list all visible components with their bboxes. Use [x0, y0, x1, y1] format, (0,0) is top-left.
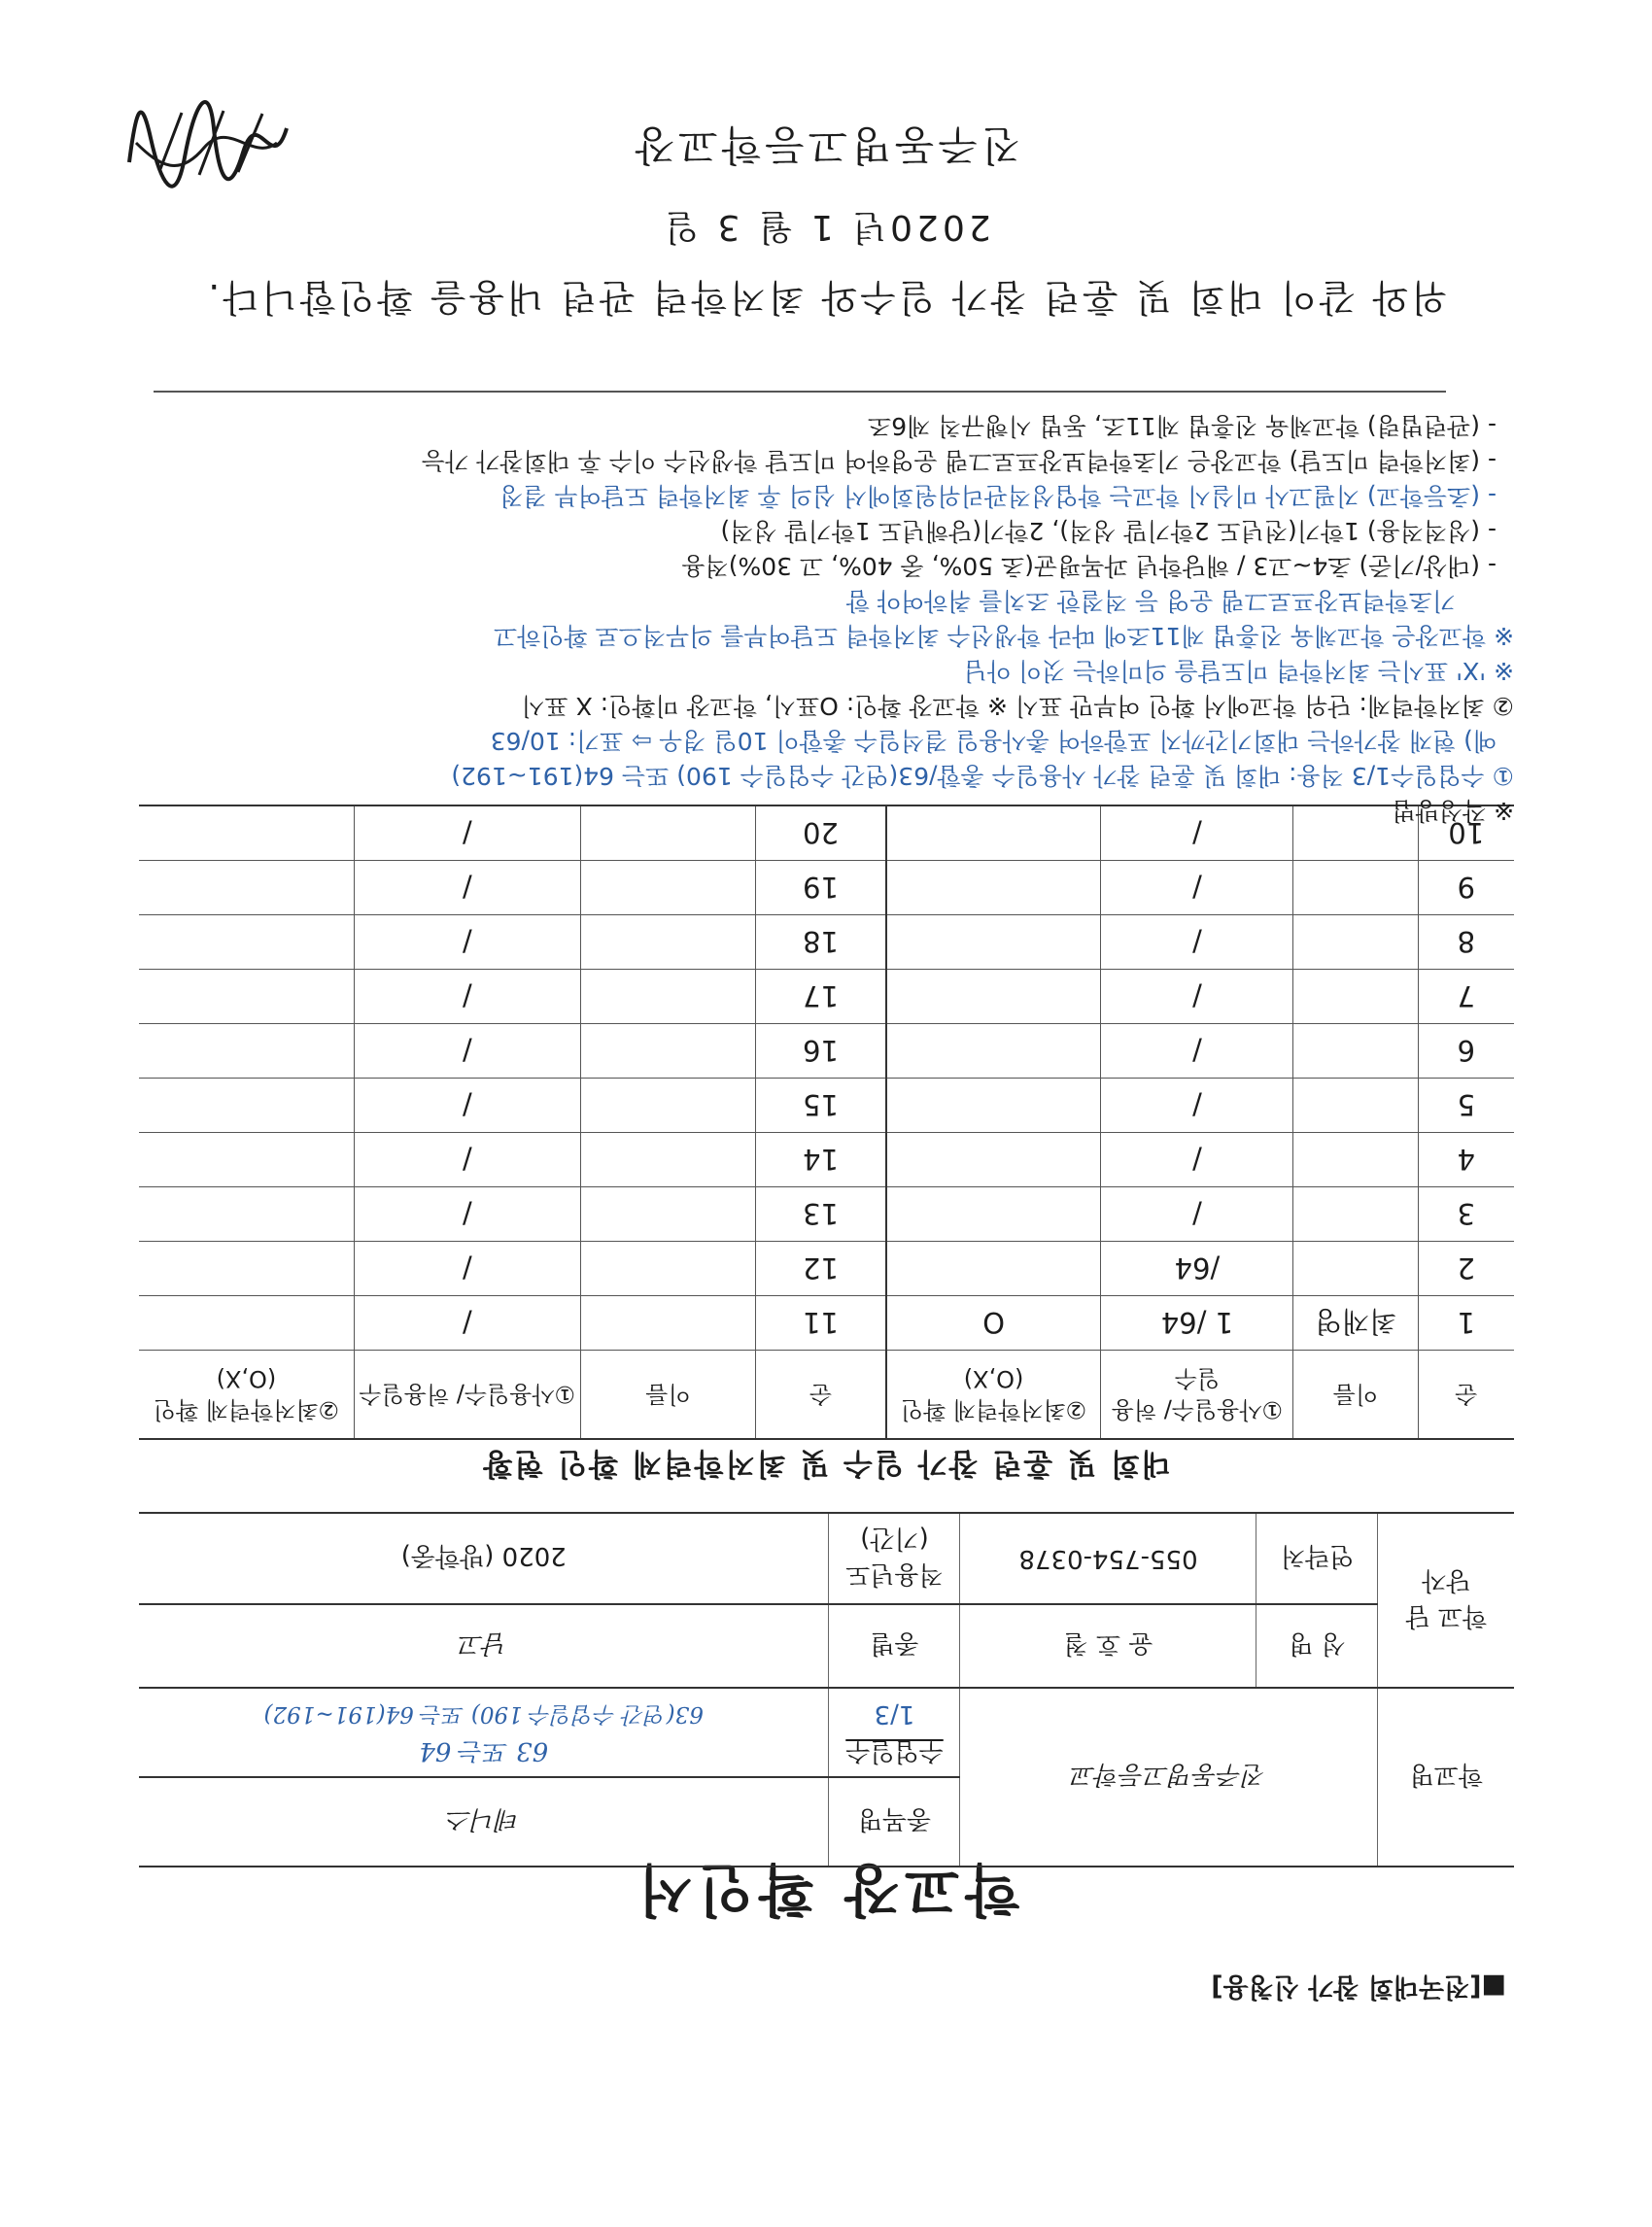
- table-cell: 10: [1418, 805, 1514, 861]
- event-value: 테니스: [139, 1777, 829, 1867]
- note-line: - (관련법령) 학교체육 진흥법 제11조, 동법 시행규칙 제6조: [868, 412, 1497, 440]
- table-cell: /: [354, 805, 580, 861]
- school-name: 진주동명고등학교: [960, 1688, 1378, 1867]
- table-cell: /: [1101, 1187, 1293, 1242]
- manager-label: 학교 담당자: [1378, 1513, 1514, 1688]
- table-cell: 11: [756, 1296, 886, 1351]
- contact-value: 055-754-0378: [960, 1513, 1256, 1604]
- table-cell: /: [1101, 1133, 1293, 1187]
- note-line: ※ 학교장은 학교체육 진흥법 제11조에 따라 학생선수 최저학력 도달여부를 의무적으로 확인하고: [494, 622, 1514, 650]
- table-cell: [580, 1133, 756, 1187]
- table-header-cell: ①사용일수/ 허용일수: [1101, 1351, 1293, 1440]
- note-line: - (대상/기준) 초4~고3 / 해당학년 과목평균(초 50%, 중 40%, 고 30%)적용: [681, 552, 1497, 580]
- note-line: ※ 'X' 표시는 최저학력 미도달을 의미하는 것이 아님: [963, 657, 1514, 685]
- notes-header: ※ 작성방법: [1392, 797, 1514, 825]
- table-cell: 7: [1418, 970, 1514, 1024]
- table-cell: [1293, 1024, 1418, 1079]
- table-cell: [139, 915, 354, 970]
- note-line: ② 최저학력제: 단위 학교에서 확인 여부만 표시 ※ 학교장 확인: O표시, 학교장 미확인: X 표시: [521, 692, 1514, 720]
- table-cell: 5: [1418, 1079, 1514, 1133]
- table-cell: [580, 1187, 756, 1242]
- days-label: 수업일수: [845, 1736, 944, 1765]
- table-header-cell: 이름: [1293, 1351, 1418, 1440]
- table-cell: /: [354, 1242, 580, 1296]
- table-cell: 19: [756, 861, 886, 915]
- table-header-row: [139, 1351, 1514, 1440]
- table-cell: [1293, 1242, 1418, 1296]
- school-label: 학교명: [1378, 1688, 1514, 1867]
- table-cell: [886, 1024, 1101, 1079]
- table-cell: [580, 1296, 756, 1351]
- table-cell: 15: [756, 1079, 886, 1133]
- table-cell: /: [354, 1187, 580, 1242]
- table-cell: O: [886, 1296, 1101, 1351]
- table-cell: /64: [1101, 1242, 1293, 1296]
- table-cell: [886, 1079, 1101, 1133]
- table-header-cell: ①사용일수/ 허용일수: [354, 1351, 580, 1440]
- table-cell: /: [354, 915, 580, 970]
- table-cell: 17: [756, 970, 886, 1024]
- table-cell: [139, 1242, 354, 1296]
- table-row: [139, 1187, 1514, 1242]
- gender-label: 종별: [829, 1604, 960, 1688]
- table-header-cell: 순: [756, 1351, 886, 1440]
- table-cell: /: [354, 1133, 580, 1187]
- table-header-cell: 이름: [580, 1351, 756, 1440]
- table-cell: [580, 970, 756, 1024]
- table-cell: /: [1101, 970, 1293, 1024]
- name-value: 윤 호 철: [960, 1604, 1256, 1688]
- table-cell: 9: [1418, 861, 1514, 915]
- table-cell: 13: [756, 1187, 886, 1242]
- table-cell: 최재영: [1293, 1296, 1418, 1351]
- table-cell: /: [354, 970, 580, 1024]
- table-row: [139, 861, 1514, 915]
- table-cell: [1293, 1187, 1418, 1242]
- table-cell: /: [1101, 1079, 1293, 1133]
- table-cell: /: [354, 861, 580, 915]
- table-cell: [1293, 915, 1418, 970]
- table-row: [139, 1079, 1514, 1133]
- table-cell: 1 /64: [1101, 1296, 1293, 1351]
- table-cell: [139, 1296, 354, 1351]
- table-cell: 2: [1418, 1242, 1514, 1296]
- table-cell: [580, 1242, 756, 1296]
- table-cell: /: [1101, 861, 1293, 915]
- note-line: - (최저학력 미도달) 학교장은 기초학력보장프로그램 운영하여 미도달 학생선수 이수 후 대회참가 가능: [421, 447, 1497, 475]
- note-line: ① 수업일수1/3 적용: 대회 및 훈련 참가 사용일수 총합/63(연간 수업일수 190) 또는 64(191~192): [451, 762, 1514, 790]
- table-cell: 18: [756, 915, 886, 970]
- period-value: 2020 (방학중): [139, 1513, 829, 1604]
- table-cell: [580, 915, 756, 970]
- table-cell: 6: [1418, 1024, 1514, 1079]
- table-cell: [580, 1079, 756, 1133]
- table-cell: /: [1101, 805, 1293, 861]
- days-label-cell: [829, 1688, 960, 1777]
- period-label: 적용년도 (기간): [829, 1513, 960, 1604]
- notes-divider: [154, 391, 1446, 393]
- table-cell: 8: [1418, 915, 1514, 970]
- table-row: [139, 915, 1514, 970]
- section-title: 대회 및 훈련 참가 일수 및 최저학력제 확인 현황: [481, 1446, 1171, 1481]
- table-cell: [1293, 970, 1418, 1024]
- table-cell: [1293, 1133, 1418, 1187]
- days-value-cell: [139, 1688, 829, 1777]
- table-cell: [139, 1024, 354, 1079]
- table-cell: 1: [1418, 1296, 1514, 1351]
- table-cell: /: [354, 1024, 580, 1079]
- days-detail: 63(연간 수업일수 190) 또는 64(191~192): [263, 1701, 704, 1727]
- table-cell: [1293, 1079, 1418, 1133]
- table-cell: [886, 1187, 1101, 1242]
- table-cell: [139, 861, 354, 915]
- notes-section: [134, 408, 1514, 828]
- table-cell: [886, 1242, 1101, 1296]
- gender-value: 남고: [139, 1604, 829, 1688]
- table-cell: [580, 1024, 756, 1079]
- days-value: 63 또는 64: [419, 1736, 549, 1765]
- table-row: [139, 1024, 1514, 1079]
- table-cell: /: [1101, 915, 1293, 970]
- contact-label: 연락처: [1256, 1513, 1378, 1604]
- form-tag: ■[전국대회 참가 신청용]: [1211, 1971, 1506, 2002]
- school-principal: 진주동명고등학교장: [631, 121, 1021, 169]
- table-cell: [580, 861, 756, 915]
- note-line: - (초등학교) 지필고사 미실시 학교는 학업성적관리위원회에서 심의 후 최저학력 도달여부 결정: [499, 482, 1497, 510]
- table-cell: 12: [756, 1242, 886, 1296]
- table-cell: /: [354, 1296, 580, 1351]
- table-header-cell: ②최저학력제 확인(O,X): [886, 1351, 1101, 1440]
- document-date: 2020년 1 월 3 일: [661, 207, 991, 247]
- table-cell: 3: [1418, 1187, 1514, 1242]
- principal-signature-icon: [121, 89, 296, 196]
- table-header-cell: ②최저학력제 확인(O,X): [139, 1351, 354, 1440]
- table-cell: [139, 970, 354, 1024]
- note-line: - (성적적용) 1학기(전년도 2학기말 성적), 2학기(당해년도 1학기말 성적): [720, 517, 1497, 545]
- event-label: 종목명: [829, 1777, 960, 1867]
- name-label: 성 명: [1256, 1604, 1378, 1688]
- info-table: [139, 1512, 1514, 1867]
- table-cell: /: [1101, 1024, 1293, 1079]
- table-row: [139, 970, 1514, 1024]
- table-cell: 16: [756, 1024, 886, 1079]
- table-cell: [886, 861, 1101, 915]
- table-cell: [886, 970, 1101, 1024]
- table-row: [139, 1133, 1514, 1187]
- table-cell: 20: [756, 805, 886, 861]
- days-ratio: 1/3: [874, 1699, 915, 1729]
- document-title: 학교장 확인서: [632, 1857, 1020, 1923]
- table-cell: 4: [1418, 1133, 1514, 1187]
- table-cell: [1293, 861, 1418, 915]
- table-cell: [886, 1133, 1101, 1187]
- table-cell: 14: [756, 1133, 886, 1187]
- confirmation-text: 위와 같이 대회 및 훈련 참가 일수와 최저학력 관련 내용을 확인합니다.: [205, 276, 1447, 319]
- note-line: 예) 현재 참가하는 대회기간까지 포함하여 총사용일 결석일수 총합이 10일 경우 ⇨ 표기: 10/63: [490, 727, 1497, 755]
- table-cell: /: [354, 1079, 580, 1133]
- table-row: [139, 1296, 1514, 1351]
- table-header-cell: 순: [1418, 1351, 1514, 1440]
- table-row: [139, 1242, 1514, 1296]
- note-line: 기초학력보장프로그램 운영 등 적절한 조치를 취하여야 함: [845, 587, 1456, 615]
- table-cell: [139, 1187, 354, 1242]
- table-cell: [139, 1079, 354, 1133]
- table-cell: [139, 1133, 354, 1187]
- participation-table: [139, 805, 1514, 1440]
- table-cell: [886, 915, 1101, 970]
